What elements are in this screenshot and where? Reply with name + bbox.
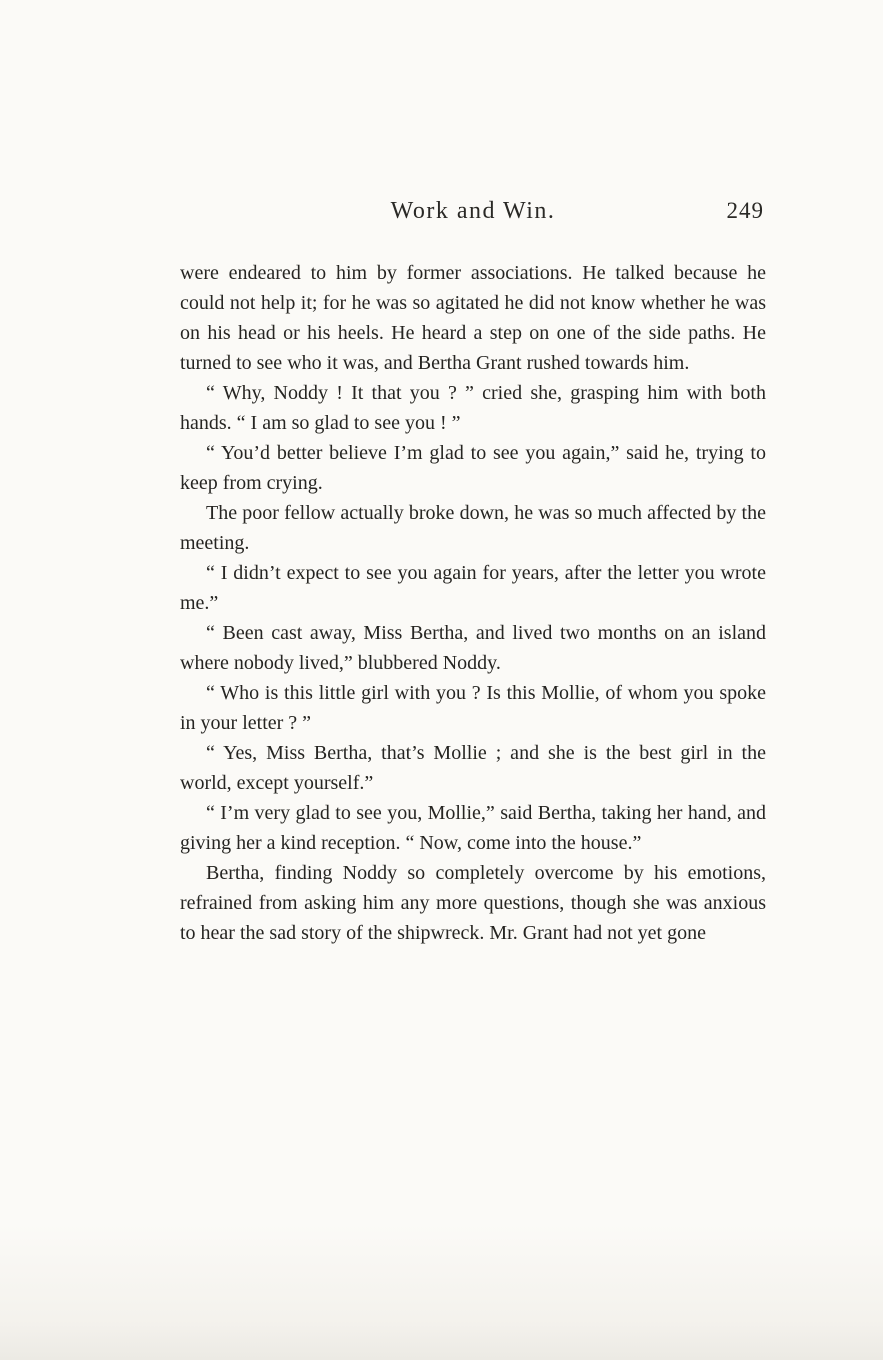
- paragraph: “ I’m very glad to see you, Mollie,” said Bertha, taking her hand, and giving her a kind reception. “ Now, come into the house.”: [180, 802, 766, 854]
- page-header: [180, 198, 766, 234]
- paragraph: were endeared to him by former associations. He talked because he could not help it; for he was so agitated he did not know whether he was on his head or his heels. He heard a step on one of the side paths. He turned to see who it was, and Bertha Grant rushed towards him.: [180, 262, 766, 374]
- paragraph: “ Who is this little girl with you ? Is this Mollie, of whom you spoke in your letter ? ”: [180, 682, 766, 734]
- paragraph: The poor fellow actually broke down, he was so much affected by the meeting.: [180, 502, 766, 554]
- paragraph: “ I didn’t expect to see you again for years, after the letter you wrote me.”: [180, 562, 766, 614]
- page-number: 249: [726, 198, 764, 223]
- page-content: [180, 198, 766, 948]
- page-body: [180, 258, 766, 948]
- paragraph: “ Why, Noddy ! It that you ? ” cried she, grasping him with both hands. “ I am so glad to see you ! ”: [180, 382, 766, 434]
- running-title: Work and Win.: [390, 198, 556, 224]
- paragraph: “ You’d better believe I’m glad to see you again,” said he, trying to keep from crying.: [180, 442, 766, 494]
- paragraph: “ Yes, Miss Bertha, that’s Mollie ; and she is the best girl in the world, except yourself.”: [180, 742, 766, 794]
- paragraph: “ Been cast away, Miss Bertha, and lived two months on an island where nobody lived,” blubbered Noddy.: [180, 622, 766, 674]
- paragraph: Bertha, finding Noddy so completely overcome by his emotions, refrained from asking him any more questions, though she was anxious to hear the sad story of the shipwreck. Mr. Grant had not yet gone: [180, 862, 766, 944]
